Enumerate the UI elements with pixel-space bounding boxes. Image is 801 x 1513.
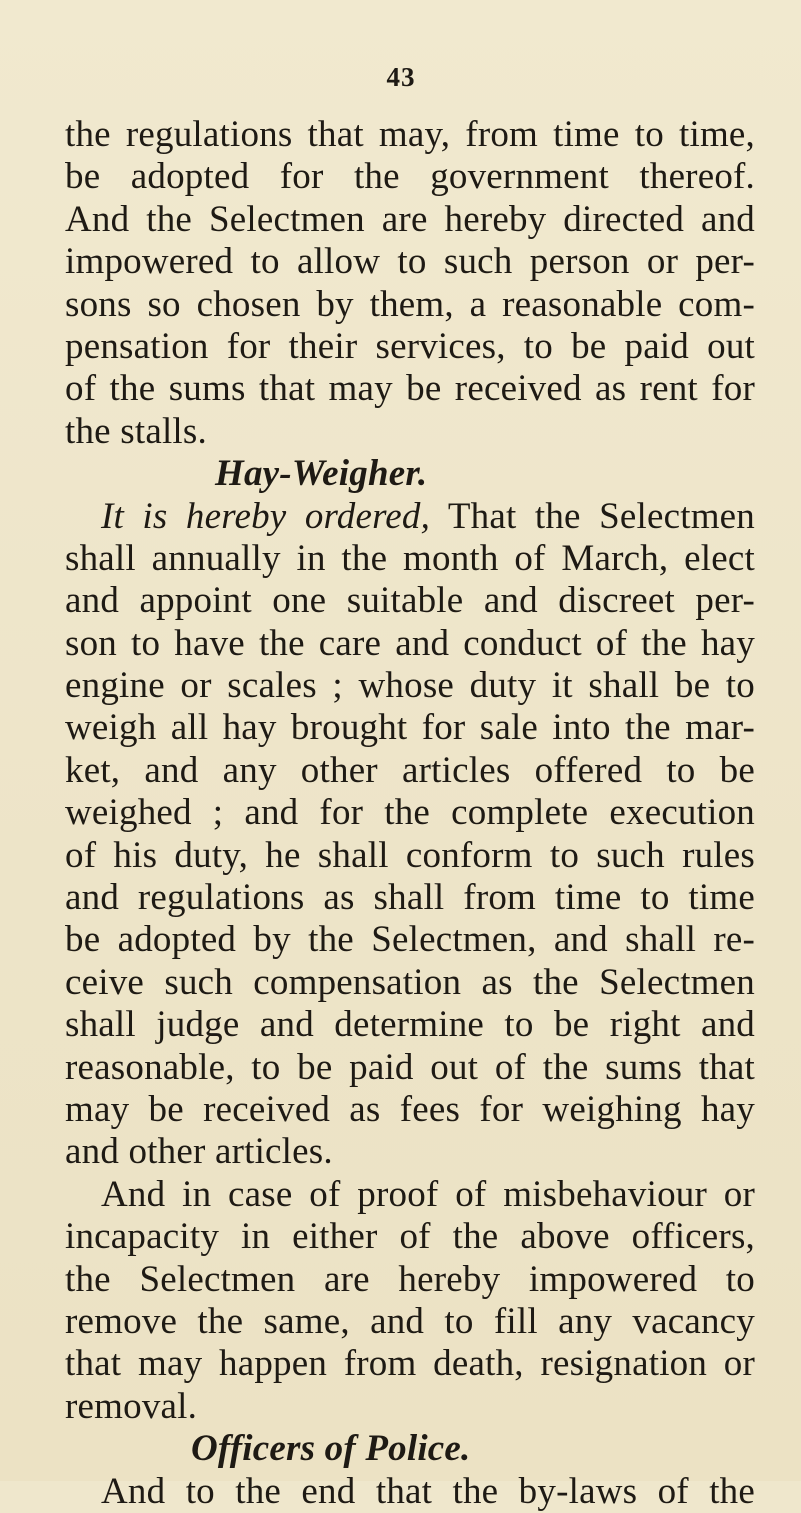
text-line: weigh all hay brought for sale into the mar- bbox=[65, 707, 755, 749]
text-line: ceive such compensation as the Selectmen bbox=[65, 961, 755, 1003]
text-line: And the Selectmen are hereby directed and bbox=[65, 198, 755, 240]
text-line: weighed ; and for the complete execution bbox=[65, 792, 755, 834]
text-line: of the sums that may be received as rent for bbox=[65, 368, 755, 410]
text-line: reasonable, to be paid out of the sums that bbox=[65, 1046, 755, 1088]
text-line: and appoint one suitable and discreet per- bbox=[65, 580, 755, 622]
text-line: impowered to allow to such person or per- bbox=[65, 241, 755, 283]
text-line: remove the same, and to fill any vacancy bbox=[65, 1300, 755, 1342]
text-line: the stalls. bbox=[65, 410, 207, 452]
text-line: be adopted for the government thereof. bbox=[65, 156, 755, 198]
text-line: And in case of proof of misbehaviour or bbox=[101, 1173, 755, 1215]
text-line: the Selectmen are hereby impowered to bbox=[65, 1258, 755, 1300]
text-line: that may happen from death, resignation or bbox=[65, 1343, 755, 1385]
text-line: shall judge and determine to be right and bbox=[65, 1004, 755, 1046]
text-line-rest: That the Selectmen bbox=[430, 495, 756, 537]
body-text bbox=[65, 114, 755, 1513]
text-line: be adopted by the Selectmen, and shall re- bbox=[65, 919, 755, 961]
text-line: pensation for their services, to be paid out bbox=[65, 325, 755, 367]
text-line: may be received as fees for weighing hay bbox=[65, 1088, 755, 1130]
section-heading-officers-of-police: Officers of Police. bbox=[191, 1428, 471, 1470]
text-line: incapacity in either of the above officers, bbox=[65, 1216, 755, 1258]
text-line: And to the end that the by-laws of the bbox=[101, 1470, 755, 1512]
text-line: shall annually in the month of March, elect bbox=[65, 537, 755, 579]
section-heading-hay-weigher: Hay-Weigher. bbox=[215, 453, 428, 495]
text-line: and regulations as shall from time to time bbox=[65, 877, 755, 919]
text-line: of his duty, he shall conform to such rules bbox=[65, 834, 755, 876]
text-line: son to have the care and conduct of the hay bbox=[65, 622, 755, 664]
text-line: removal. bbox=[65, 1385, 198, 1427]
text-line: ket, and any other articles offered to be bbox=[65, 749, 755, 791]
text-line: engine or scales ; whose duty it shall be to bbox=[65, 665, 755, 707]
text-line: sons so chosen by them, a reasonable com- bbox=[65, 283, 755, 325]
text-line: and other articles. bbox=[65, 1131, 333, 1173]
ordinance-phrase: It is hereby ordered, bbox=[101, 495, 431, 537]
text-line bbox=[65, 496, 755, 538]
page-number: 43 bbox=[386, 62, 416, 92]
text-line: the regulations that may, from time to time, bbox=[65, 114, 755, 155]
